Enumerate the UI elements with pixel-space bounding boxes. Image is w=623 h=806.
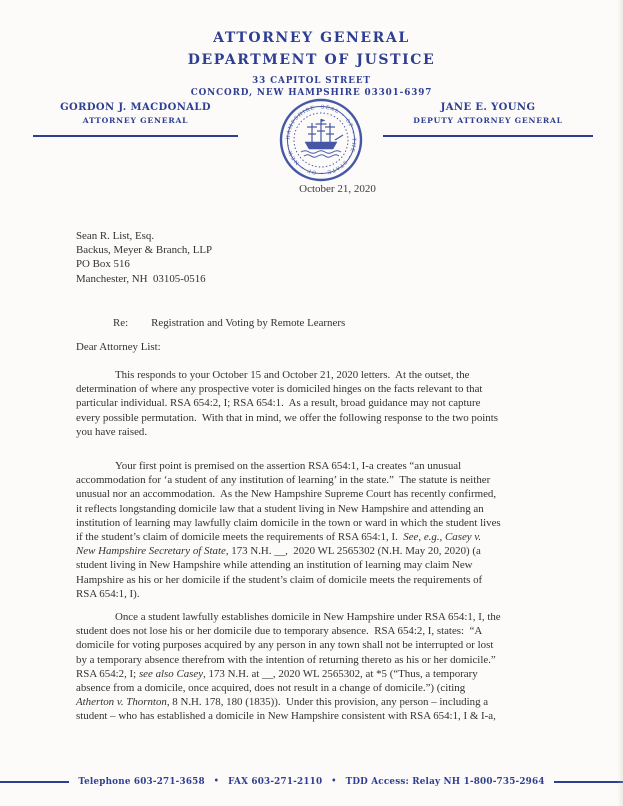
footer-fax: FAX 603-271-2110 (228, 777, 323, 787)
bullet-separator: • (331, 775, 337, 785)
footer-contact (78, 776, 544, 787)
footer-tdd: TDD Access: Relay NH 1-800-735-2964 (345, 777, 545, 787)
office-address-line1: 33 CAPITOL STREET (252, 76, 371, 86)
footer-rule-right (554, 781, 623, 783)
recipient-address: Sean R. List, Esq. Backus, Meyer & Branch, LLP PO Box 516 Manchester, NH 03105-0516 (76, 230, 213, 285)
seal-ring-text: SEAL • OF • THE • STATE • OF • NEW • HAMPSHIRE (285, 104, 357, 176)
right-divider (383, 135, 593, 137)
attorney-general-title: ATTORNEY GENERAL (82, 116, 189, 125)
attorney-general-name: GORDON J. MACDONALD (60, 102, 211, 113)
ship-icon (301, 119, 343, 157)
attorney-general-block (33, 102, 238, 125)
letter-date: October 21, 2020 (299, 183, 376, 195)
org-title: ATTORNEY GENERAL (213, 30, 410, 46)
office-address-line2: CONCORD, NEW HAMPSHIRE 03301-6397 (190, 88, 433, 98)
bullet-separator: • (213, 775, 220, 785)
re-line (113, 316, 345, 330)
deputy-attorney-general-name: JANE E. YOUNG (440, 102, 536, 113)
deputy-attorney-general-title: DEPUTY ATTORNEY GENERAL (413, 116, 563, 125)
nh-state-seal-icon (279, 98, 363, 182)
paragraph-3: Once a student lawfully establishes domicile in New Hampshire under RSA 654:1, I, the student does not lose his or her domicile due to temporary absence. RSA 654:2, I, states: “A domicile for voting purposes acquired by any person in any town shall not be interrupted or lost by a temporary absence therefrom with the intention of returning thereto as his or her domicile.” RSA 654:2, I; see also Casey, 173 N.H. at __, 2020 WL 2565302, at *5 (“Thus, a temporary absence from a domicile, once acquired, does not result in a change of domicile.”) (citing Atherton v. Thornton, 8 N.H. 178, 180 (1835)). Under this provision, any person – including a student – who has established a domicile in New Hampshire consistent with RSA 654:1, I & I-a, (76, 611, 501, 723)
salutation: Dear Attorney List: (76, 341, 161, 353)
paragraph-2: Your first point is premised on the assertion RSA 654:1, I-a creates “an unusual accommodation for ‘a student of any institution of learning’ in the state.” The statute is neither unusual nor an accommodation. As the New Hampshire Supreme Court has recently confirmed, it reflects longstanding domicile law that a student living in New Hampshire and attending an institution of learning may lawfully claim domicile in the town or ward in which the student lives if the student’s claim of domicile meets the requirements of RSA 654:1, I. See, e.g., Casey v. New Hampshire Secretary of State, 173 N.H. __, 2020 WL 2565302 (N.H. May 20, 2020) (a student living in New Hampshire while attending an institution of learning may claim New Hampshire as his or her domicile if the student’s claim of domicile meets the requirements of RSA 654:1, I). (76, 460, 501, 600)
paragraph-1: This responds to your October 15 and October 21, 2020 letters. At the outset, the determination of where any prospective voter is domiciled hinges on the facts relevant to that particular individual. RSA 654:2, I; RSA 654:1. As a result, broad guidance may not capture every possible permutation. With that in mind, we offer the following response to the two points you have raised. (76, 369, 499, 438)
org-subtitle: DEPARTMENT OF JUSTICE (187, 52, 436, 68)
re-label: Re: (113, 317, 129, 329)
footer-rule-left (0, 781, 69, 783)
deputy-attorney-general-block (383, 102, 593, 125)
re-subject: Registration and Voting by Remote Learners (151, 317, 346, 329)
footer-telephone: Telephone 603-271-3658 (78, 777, 205, 787)
footer (0, 776, 623, 787)
left-divider (33, 135, 238, 137)
